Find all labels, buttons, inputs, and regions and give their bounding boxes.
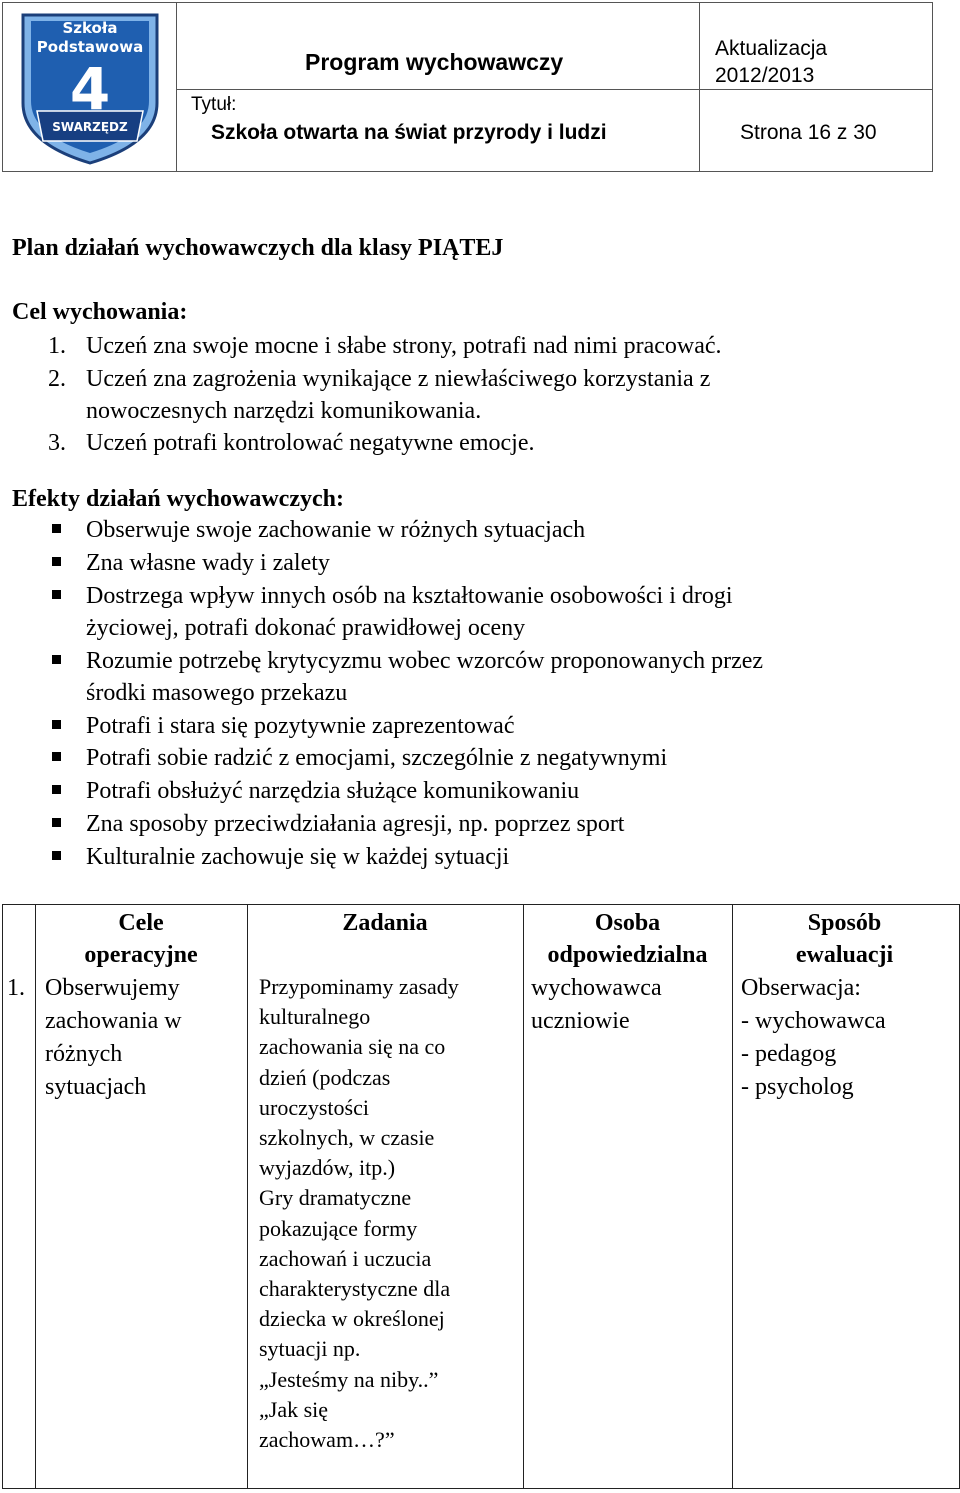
column-header-tasks: Zadania [342, 910, 428, 936]
table-divider [732, 905, 733, 1488]
logo-text: SWARZĘDZ [52, 120, 128, 134]
table-divider [523, 905, 524, 1488]
effect-item: Dostrzega wpływ innych osób na kształtowanie osobowości i drogi [86, 583, 733, 609]
bullet-icon [52, 557, 61, 566]
header-divider [176, 89, 932, 90]
goal-item: Uczeń zna swoje mocne i słabe strony, potrafi nad nimi pracować. [86, 333, 722, 359]
effect-item: Obserwuje swoje zachowanie w różnych sytuacjach [86, 517, 586, 543]
tasks-cell: Przypominamy zasady kulturalnego zachowania się na co dzień (podczas uroczystości szkolnych, w czasie wyjazdów, itp.) Gry dramatyczne pokazujące formy zachowań i uczucia charakterystyczne dla dziecka w określonej sytuacji np. „Jesteśmy na niby..” „Jak się zachowam…?” [259, 974, 459, 1453]
logo-text: Szkoła [62, 19, 118, 37]
goal-heading: Cel wychowania: [12, 299, 188, 325]
update-year: 2012/2013 [715, 64, 815, 87]
header-divider [699, 3, 700, 171]
tasks-table [2, 904, 960, 1489]
goal-cell: Obserwujemy zachowania w różnych sytuacjach [45, 975, 182, 1100]
effect-item: Potrafi obsłużyć narzędzia służące komunikowaniu [86, 778, 580, 804]
bullet-icon [52, 752, 61, 761]
effect-item: Rozumie potrzebę krytycyzmu wobec wzorców proponowanych przez [86, 648, 764, 674]
evaluation-cell: Obserwacja: - wychowawca - pedagog - psycholog [741, 975, 886, 1100]
goal-number: 3. [48, 430, 66, 456]
effects-heading: Efekty działań wychowawczych: [12, 486, 344, 512]
table-divider [247, 905, 248, 1488]
plan-heading: Plan działań wychowawczych dla klasy PIĄTEJ [12, 235, 504, 261]
effect-item: Kulturalnie zachowuje się w każdej sytuacji [86, 844, 510, 870]
logo-text: Podstawowa [36, 38, 144, 56]
column-header-goals: Cele operacyjne [84, 910, 198, 968]
effect-item: Zna sposoby przeciwdziałania agresji, np. poprzez sport [86, 811, 625, 837]
page-number: Strona 16 z 30 [740, 121, 877, 144]
effect-item: Zna własne wady i zalety [86, 550, 330, 576]
table-divider [35, 905, 36, 1488]
bullet-icon [52, 785, 61, 794]
goal-item: Uczeń potrafi kontrolować negatywne emocje. [86, 430, 535, 456]
bullet-icon [52, 590, 61, 599]
title-label: Tytuł: [191, 94, 237, 115]
document-title: Program wychowawczy [305, 49, 564, 75]
goal-item: Uczeń zna zagrożenia wynikające z niewłaściwego korzystania z [86, 366, 711, 392]
responsible-cell: wychowawca uczniowie [531, 975, 662, 1034]
bullet-icon [52, 720, 61, 729]
effect-item: życiowej, potrafi dokonać prawidłowej oceny [86, 615, 526, 641]
logo-number: 4 [69, 55, 111, 123]
bullet-icon [52, 818, 61, 827]
bullet-icon [52, 655, 61, 664]
column-header-evaluation: Sposób ewaluacji [795, 910, 894, 968]
update-label: Aktualizacja [715, 37, 828, 60]
goal-item: nowoczesnych narzędzi komunikowania. [86, 398, 482, 424]
goal-number: 1. [48, 333, 66, 359]
bullet-icon [52, 851, 61, 860]
goal-number: 2. [48, 366, 66, 392]
bullet-icon [52, 524, 61, 533]
row-number: 1. [7, 975, 25, 1001]
column-header-responsible: Osoba odpowiedzialna [547, 910, 708, 968]
document-header [2, 2, 933, 172]
header-divider [176, 3, 177, 171]
effect-item: Potrafi sobie radzić z emocjami, szczególnie z negatywnymi [86, 745, 668, 771]
school-logo [19, 11, 161, 167]
document-subtitle: Szkoła otwarta na świat przyrody i ludzi [211, 121, 607, 144]
effect-item: Potrafi i stara się pozytywnie zaprezentować [86, 713, 515, 739]
effect-item: środki masowego przekazu [86, 680, 348, 706]
